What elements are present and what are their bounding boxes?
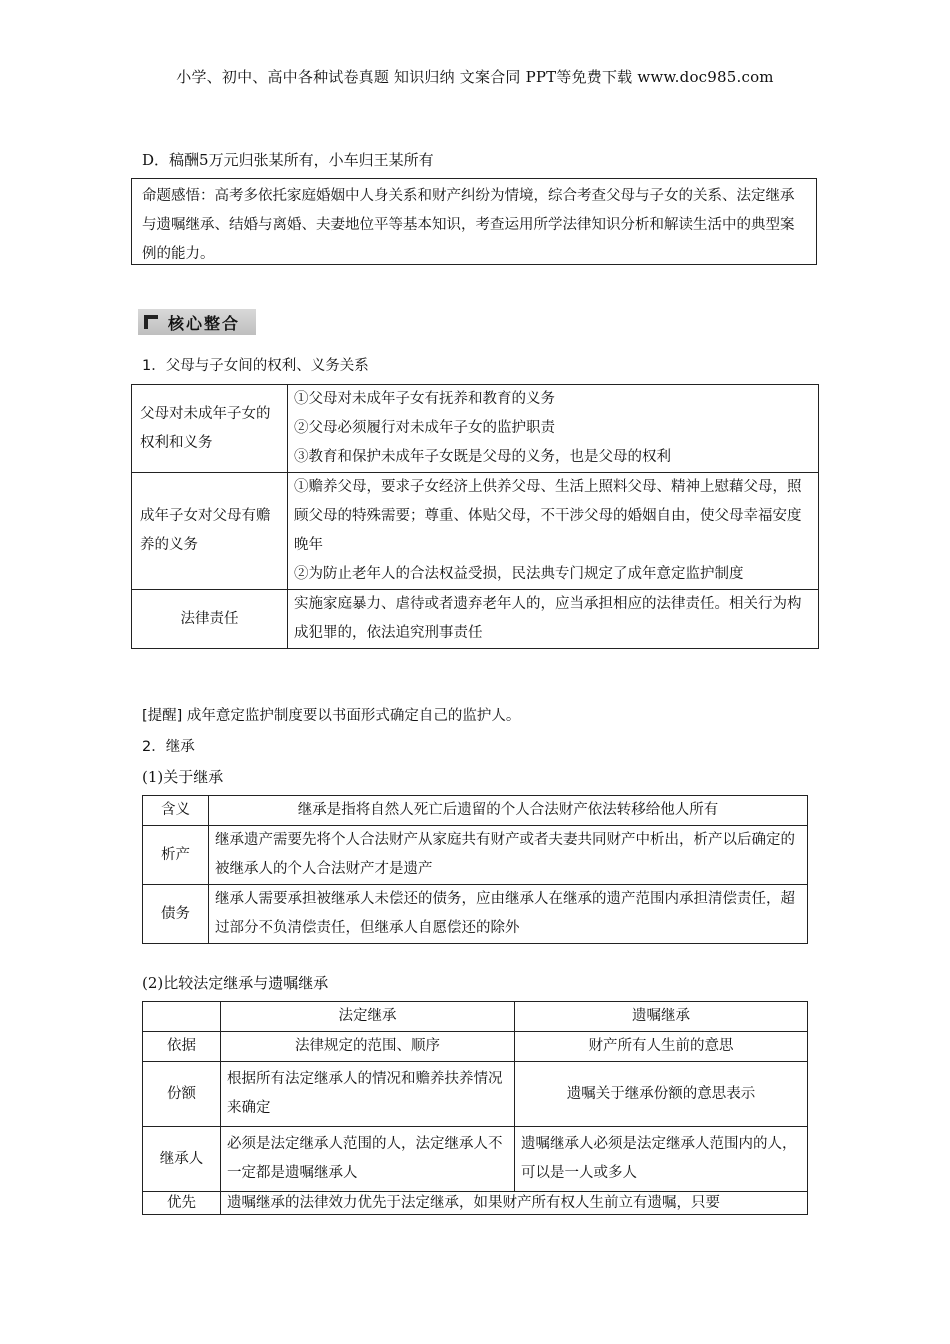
row-head: 债务 xyxy=(143,885,209,944)
row-content: 继承遗产需要先将个人合法财产从家庭共有财产或者夫妻共同财产中析出，析产以后确定的被继承人的个人合法财产才是遗产 xyxy=(209,826,808,885)
line: ②父母必须履行对未成年子女的监护职责 xyxy=(294,420,555,436)
row-content xyxy=(288,473,819,590)
cell-b: 遗嘱关于继承份额的意思表示 xyxy=(515,1062,808,1127)
row-head: 优先 xyxy=(143,1192,221,1215)
row-head: 份额 xyxy=(143,1062,221,1127)
sec2-title: 2．继承 xyxy=(142,739,195,755)
line: ②为防止老年人的合法权益受损，民法典专门规定了成年意定监护制度 xyxy=(294,566,744,582)
line: 实施家庭暴力、虐待或者遗弃老年人的，应当承担相应的法律责任。相关行为构成犯罪的，依法追究刑事责任 xyxy=(294,596,802,641)
table-row xyxy=(132,385,819,473)
row-head: 父母对未成年子女的权利和义务 xyxy=(132,385,288,473)
table-row xyxy=(132,590,819,649)
page-header: 小学、初中、高中各种试卷真题 知识归纳 文案合同 PPT等免费下载 www.doc985.com xyxy=(176,68,774,86)
table-row xyxy=(132,473,819,590)
cell-merged: 遗嘱继承的法律效力优先于法定继承，如果财产所有权人生前立有遗嘱，只要 xyxy=(221,1192,808,1215)
col-header: 法定继承 xyxy=(221,1002,515,1032)
line: ①赡养父母，要求子女经济上供养父母、生活上照料父母、精神上慰藉父母，照顾父母的特殊需要；尊重、体贴父母，不干涉父母的婚姻自由，使父母幸福安度晚年 xyxy=(294,479,802,553)
row-head: 析产 xyxy=(143,826,209,885)
row-content xyxy=(288,385,819,473)
table-row xyxy=(143,1062,808,1127)
row-head: 成年子女对父母有赡养的义务 xyxy=(132,473,288,590)
table-inheritance xyxy=(142,795,808,944)
table-row xyxy=(143,1192,808,1215)
cell-a: 根据所有法定继承人的情况和赡养扶养情况来确定 xyxy=(221,1062,515,1127)
insight-box xyxy=(131,178,817,265)
insight-text: 高考多依托家庭婚姻中人身关系和财产纠纷为情境，综合考查父母与子女的关系、法定继承与遗嘱继承、结婚与离婚、夫妻地位平等基本知识，考查运用所学法律知识分析和解读生活中的典型案例的能力。 xyxy=(142,188,795,262)
section-heading xyxy=(138,309,256,335)
table-row xyxy=(143,796,808,826)
sub1-title: (1)关于继承 xyxy=(142,768,224,786)
table-parent-child xyxy=(131,384,819,649)
corner-cell xyxy=(143,1002,221,1032)
insight-label: 命题感悟： xyxy=(142,188,215,204)
section-title: 核心整合 xyxy=(168,313,241,333)
table-row xyxy=(143,1032,808,1062)
row-head: 继承人 xyxy=(143,1127,221,1192)
row-head: 依据 xyxy=(143,1032,221,1062)
table-row xyxy=(143,885,808,944)
row-content xyxy=(288,590,819,649)
sec1-title: 1．父母与子女间的权利、义务关系 xyxy=(142,358,369,374)
table-row xyxy=(143,826,808,885)
option-d: D．稿酬5万元归张某所有，小车归王某所有 xyxy=(142,151,434,169)
cell-b: 财产所有人生前的意思 xyxy=(515,1032,808,1062)
row-head: 法律责任 xyxy=(132,590,288,649)
sub2-title: (2)比较法定继承与遗嘱继承 xyxy=(142,974,329,992)
line: ③教育和保护未成年子女既是父母的义务，也是父母的权利 xyxy=(294,449,671,465)
row-content: 继承是指将自然人死亡后遗留的个人合法财产依法转移给他人所有 xyxy=(209,796,808,826)
row-head: 含义 xyxy=(143,796,209,826)
section-marker-icon xyxy=(144,315,158,329)
table-compare xyxy=(142,1001,808,1215)
reminder: [提醒] 成年意定监护制度要以书面形式确定自己的监护人。 xyxy=(142,708,521,724)
row-content: 继承人需要承担被继承人未偿还的债务，应由继承人在继承的遗产范围内承担清偿责任，超过部分不负清偿责任，但继承人自愿偿还的除外 xyxy=(209,885,808,944)
col-header: 遗嘱继承 xyxy=(515,1002,808,1032)
table-row xyxy=(143,1127,808,1192)
cell-a: 法律规定的范围、顺序 xyxy=(221,1032,515,1062)
cell-b: 遗嘱继承人必须是法定继承人范围内的人，可以是一人或多人 xyxy=(515,1127,808,1192)
table-header-row xyxy=(143,1002,808,1032)
cell-a: 必须是法定继承人范围的人，法定继承人不一定都是遗嘱继承人 xyxy=(221,1127,515,1192)
line: ①父母对未成年子女有抚养和教育的义务 xyxy=(294,391,555,407)
